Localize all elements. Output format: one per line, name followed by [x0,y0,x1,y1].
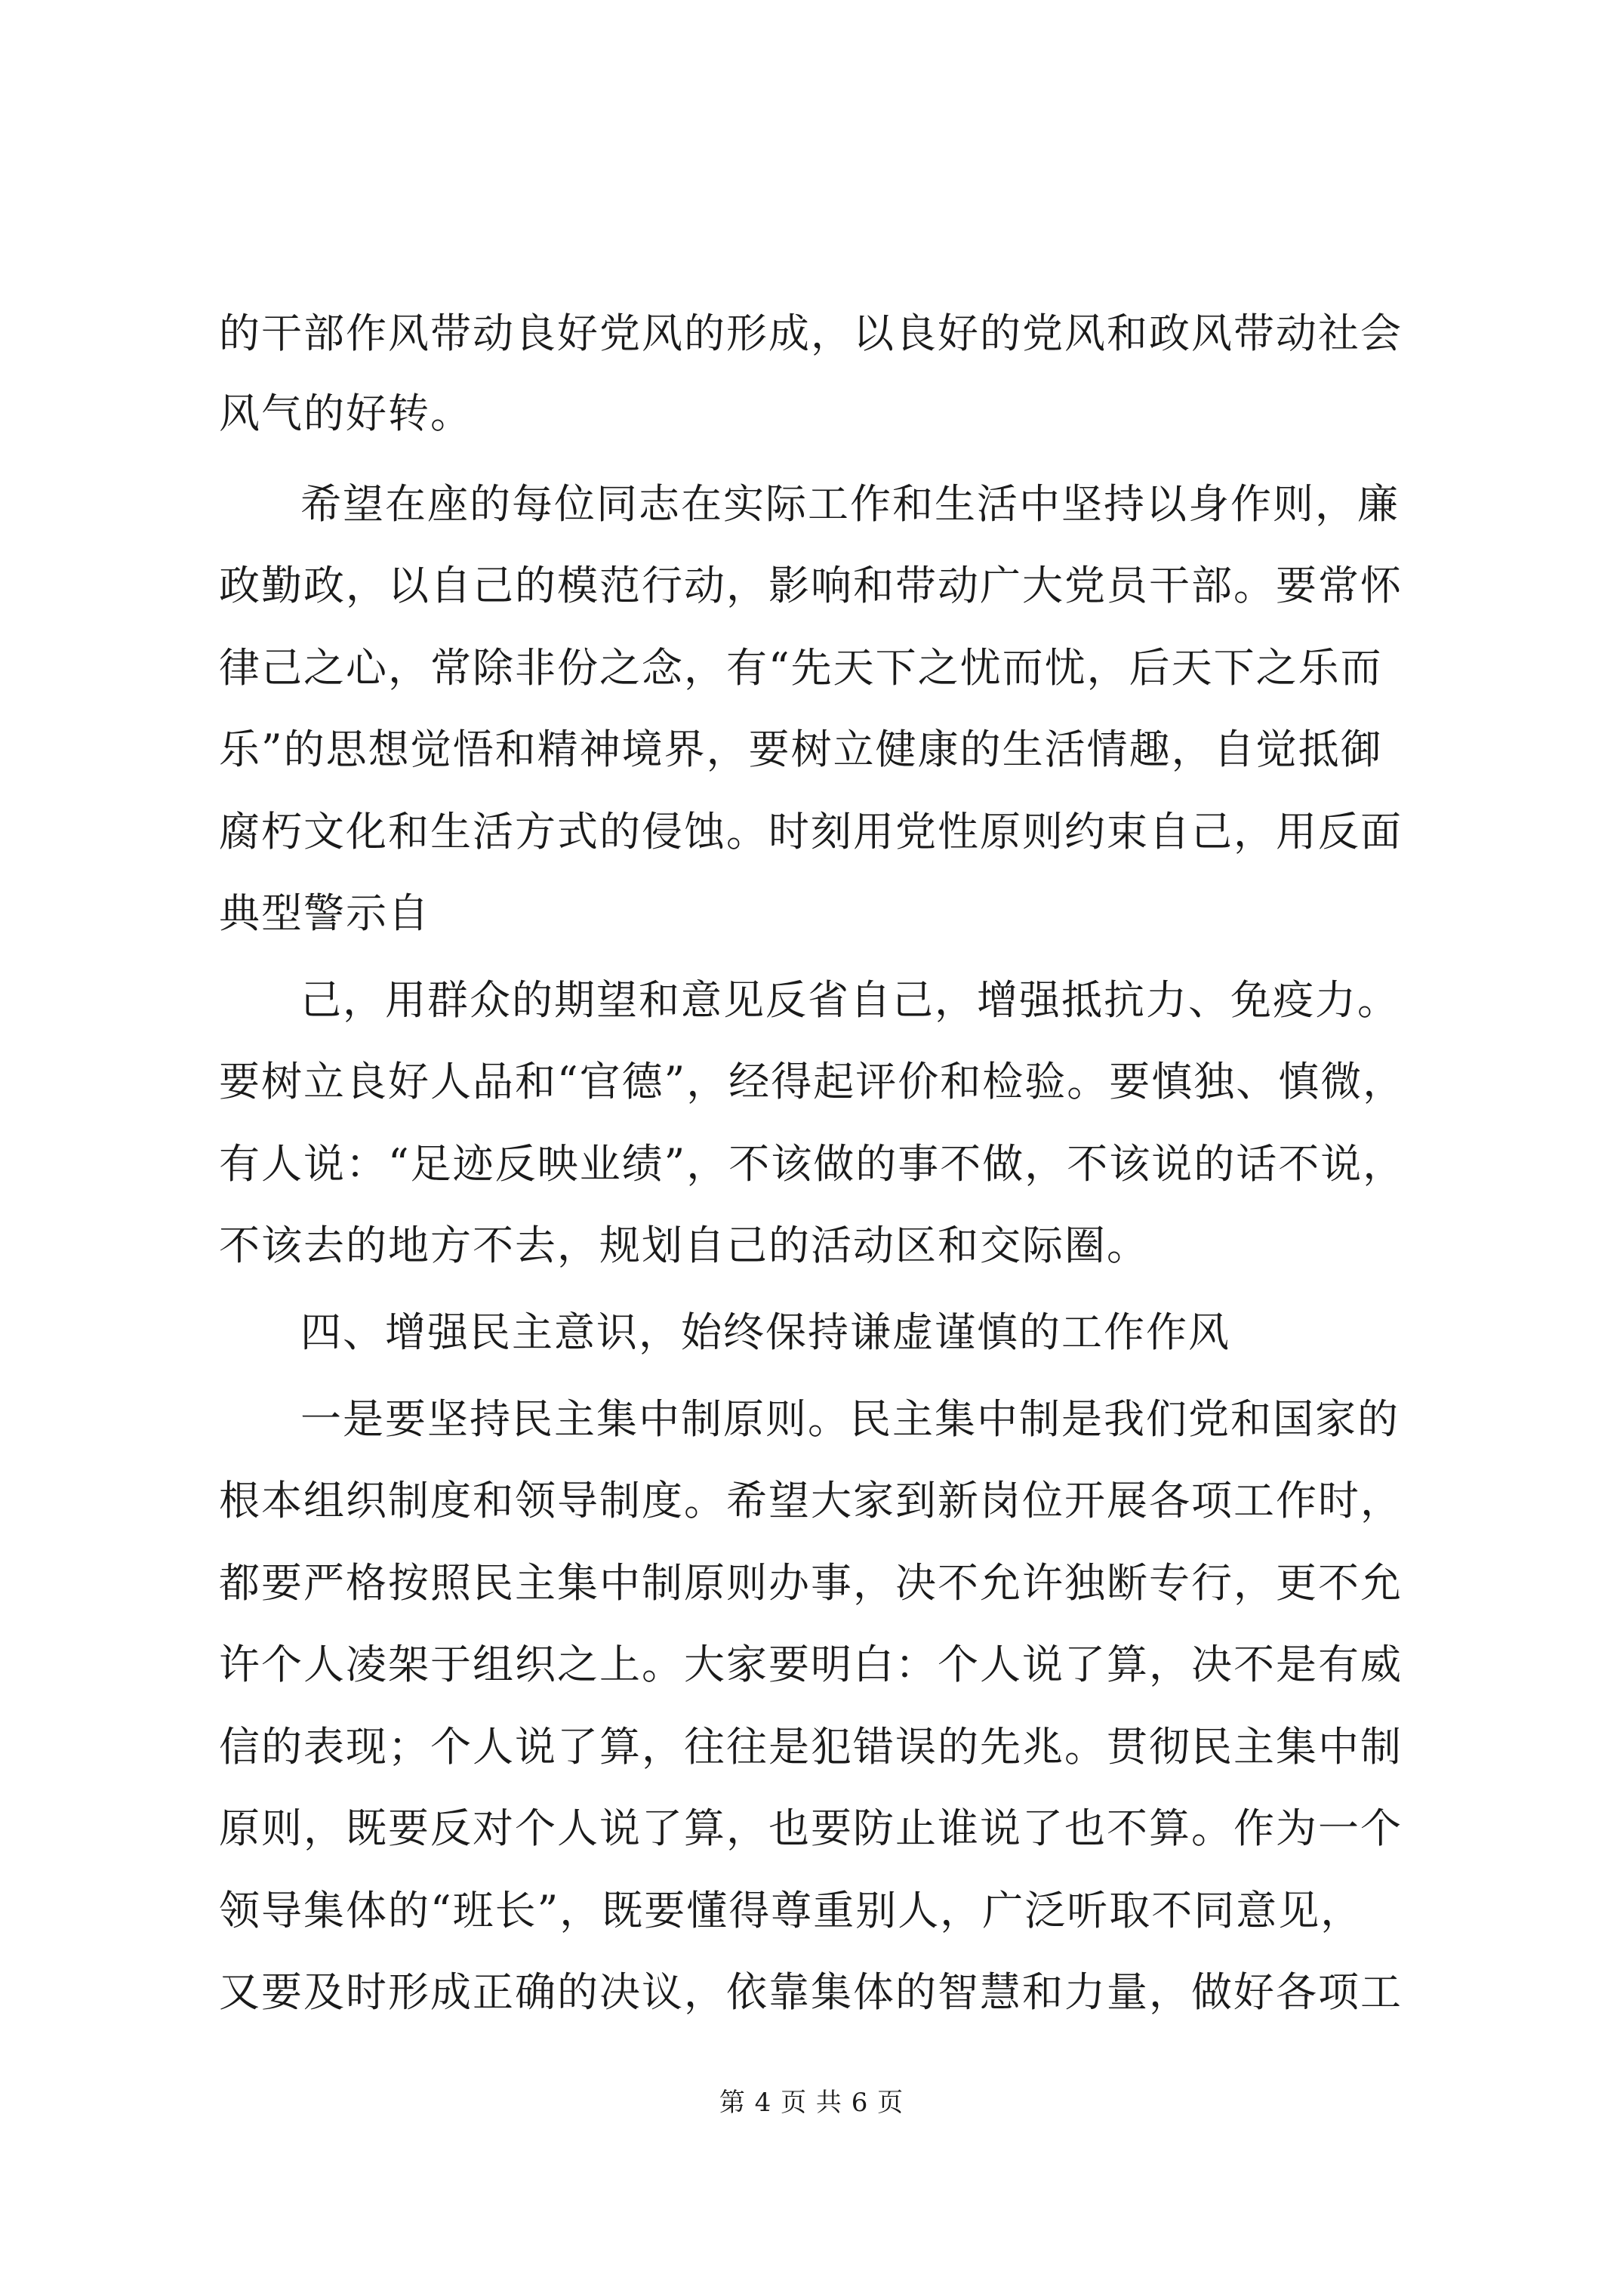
text-line: 根本组织制度和领导制度。希望大家到新岗位开展各项工作时， [219,1477,1403,1524]
text-line: 原则，既要反对个人说了算，也要防止谁说了也不算。作为一个 [219,1804,1403,1852]
text-line: 许个人凌架于组织之上。大家要明白：个人说了算，决不是有威 [219,1641,1403,1688]
text-line: 乐”的思想觉悟和精神境界，要树立健康的生活情趣，自觉抵御 [219,726,1383,773]
text-line: 要树立良好人品和“官德”，经得起评价和检验。要慎独、慎微， [219,1058,1406,1105]
text-line: 信的表现；个人说了算，往往是犯错误的先兆。贯彻民主集中制 [219,1723,1403,1771]
text-line: 领导集体的“班长”，既要懂得尊重别人，广泛听取不同意见， [219,1887,1363,1934]
section-heading: 四、增强民主意识，始终保持谦虚谨慎的工作作风 [300,1308,1230,1356]
paragraph-start-line: 一是要坚持民主集中制原则。民主集中制是我们党和国家的 [300,1395,1400,1443]
text-line: 又要及时形成正确的决议，依靠集体的智慧和力量，做好各项工 [219,1968,1403,2016]
page-number-footer: 第 4 页 共 6 页 [719,2088,904,2118]
text-line: 律己之心，常除非份之念，有“先天下之忧而忧，后天下之乐而 [219,644,1383,692]
text-line: 都要严格按照民主集中制原则办事，决不允许独断专行，更不允 [219,1559,1403,1607]
text-line: 风气的好转。 [219,390,473,437]
text-line: 的干部作风带动良好党风的形成，以良好的党风和政风带动社会 [219,310,1403,357]
text-line: 有人说：“足迹反映业绩”，不该做的事不做，不该说的话不说， [219,1140,1406,1188]
text-line: 不该去的地方不去，规划自己的活动区和交际圈。 [219,1222,1149,1269]
paragraph-start-line: 希望在座的每位同志在实际工作和生活中坚持以身作则，廉 [300,480,1400,528]
paragraph-start-line: 己，用群众的期望和意见反省自己，增强抵抗力、免疫力。 [300,976,1400,1024]
text-line: 政勤政，以自己的模范行动，影响和带动广大党员干部。要常怀 [219,562,1403,609]
text-line: 典型警示自 [219,889,430,937]
text-line: 腐朽文化和生活方式的侵蚀。时刻用党性原则约束自己，用反面 [219,808,1403,855]
